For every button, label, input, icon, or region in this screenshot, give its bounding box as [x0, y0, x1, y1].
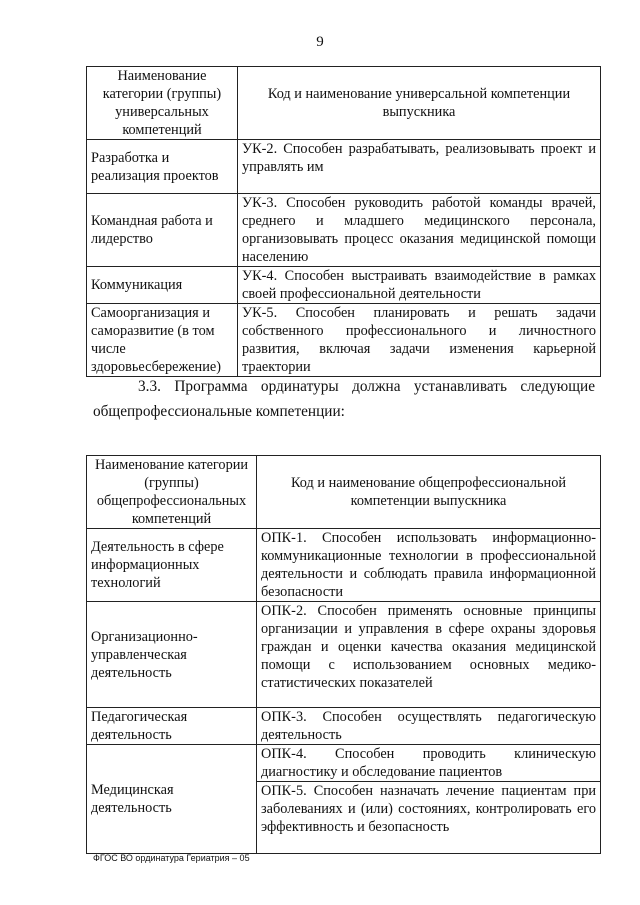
universal-competencies-table	[86, 66, 601, 377]
table-row	[87, 745, 601, 782]
competence-cell: ОПК-3. Способен осуществлять педагогическую деятельность	[257, 708, 601, 745]
competence-cell: ОПК-2. Способен применять основные принципы организации и управления в сфере охраны здоровья граждан и оценки качества оказания медицинской помощи с использованием основных медико-статистических показателей	[257, 602, 601, 708]
table-row	[87, 529, 601, 602]
category-cell: Медицинская деятельность	[87, 745, 257, 854]
header-category: Наименование категории (группы) общепрофессиональных компетенций	[87, 456, 257, 529]
table-row	[87, 708, 601, 745]
table-row	[87, 267, 601, 304]
competence-cell: УК-4. Способен выстраивать взаимодействие в рамках своей профессиональной деятельности	[238, 267, 601, 304]
category-cell: Педагогическая деятельность	[87, 708, 257, 745]
table-row	[87, 304, 601, 377]
competence-cell: УК-3. Способен руководить работой команды врачей, среднего и младшего медицинского персонала, организовывать процесс оказания медицинской помощи населению	[238, 194, 601, 267]
general-professional-competencies-table	[86, 455, 601, 854]
table-header-row	[87, 67, 601, 140]
category-cell: Самоорганизация и саморазвитие (в том числе здоровьесбережение)	[87, 304, 238, 377]
paragraph-line-2: общепрофессиональные компетенции:	[93, 403, 345, 420]
category-cell: Организационно-управленческая деятельность	[87, 602, 257, 708]
table-row	[87, 194, 601, 267]
paragraph-3-3	[93, 374, 595, 424]
competence-cell: УК-5. Способен планировать и решать задачи собственного профессионального и личностного развития, включая задачи изменения карьерной траектории	[238, 304, 601, 377]
header-competence: Код и наименование общепрофессиональной компетенции выпускника	[257, 456, 601, 529]
category-cell: Командная работа и лидерство	[87, 194, 238, 267]
table-row	[87, 140, 601, 194]
category-cell: Коммуникация	[87, 267, 238, 304]
category-cell: Разработка и реализация проектов	[87, 140, 238, 194]
competence-cell: ОПК-4. Способен проводить клиническую диагностику и обследование пациентов	[257, 745, 601, 782]
footer-note: ФГОС ВО ординатура Гериатрия – 05	[93, 853, 250, 863]
competence-cell: ОПК-5. Способен назначать лечение пациентам при заболеваниях и (или) состояниях, контролировать его эффективность и безопасность	[257, 782, 601, 854]
page-number: 9	[316, 34, 324, 50]
category-cell: Деятельность в сфере информационных технологий	[87, 529, 257, 602]
competence-cell: УК-2. Способен разрабатывать, реализовывать проект и управлять им	[238, 140, 601, 194]
competence-cell: ОПК-1. Способен использовать информационно-коммуникационные технологии в профессиональной деятельности и соблюдать правила информационной безопасности	[257, 529, 601, 602]
paragraph-line-1: 3.3. Программа ординатуры должна устанавливать следующие	[138, 378, 595, 395]
table-row	[87, 602, 601, 708]
header-competence: Код и наименование универсальной компетенции выпускника	[238, 67, 601, 140]
header-category: Наименование категории (группы) универсальных компетенций	[87, 67, 238, 140]
table-header-row	[87, 456, 601, 529]
